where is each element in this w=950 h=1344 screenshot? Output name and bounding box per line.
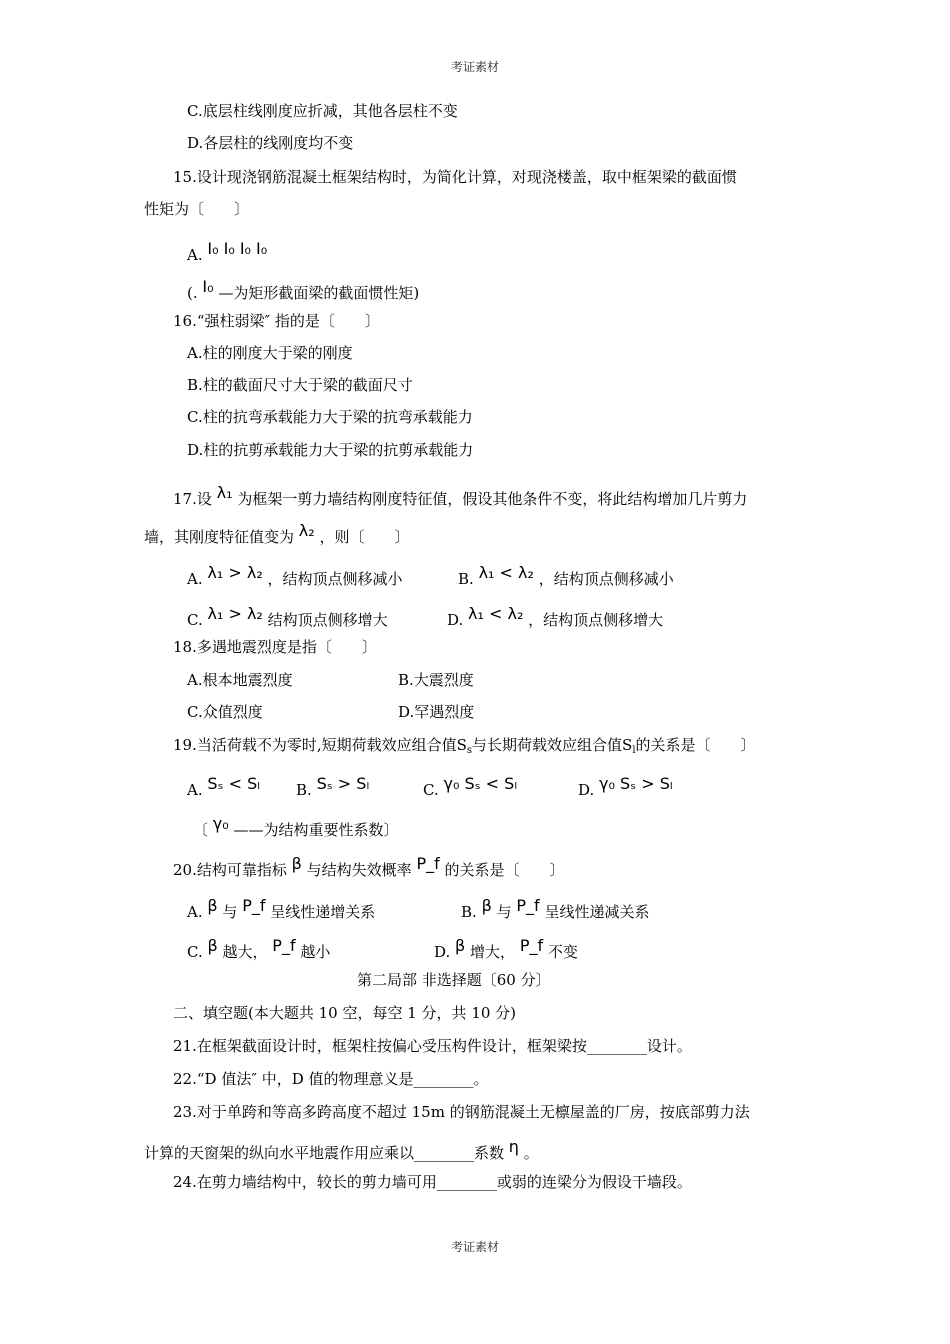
formula: P_f: [242, 896, 266, 915]
question-21: 21.在框架截面设计时，框架柱按偏心受压构件设计，框架梁按________设计。: [173, 1037, 692, 1055]
question-15-cont: 性矩为〔 〕: [144, 200, 250, 218]
option-label: A.: [187, 246, 203, 264]
formula: γ₀ Sₛ < Sₗ: [443, 774, 517, 793]
question-18: 18.多遇地震烈度是指〔 〕: [173, 638, 377, 656]
formula: I₀: [202, 277, 214, 296]
q19-option-a: A. Sₛ < Sₗ: [187, 774, 260, 799]
option-d-line: D.各层柱的线刚度均不变: [187, 134, 354, 152]
formula: β: [291, 854, 302, 873]
formula: P_f: [416, 854, 440, 873]
q18-option-a: A.根本地震烈度: [187, 671, 293, 689]
page-footer: 考证素材: [450, 1240, 499, 1254]
q17-option-c: C. λ₁ > λ₂ 结构顶点侧移增大: [187, 604, 388, 629]
formula: γ₀ Sₛ > Sₗ: [599, 774, 673, 793]
q17-option-b: B. λ₁ < λ₂ ，结构顶点侧移减小: [458, 563, 674, 588]
q19-option-c: C. γ₀ Sₛ < Sₗ: [423, 774, 517, 799]
formula: λ₁ < λ₂: [478, 563, 534, 582]
q19-note: 〔 γ₀ ——为结构重要性系数〕: [193, 814, 399, 839]
option-c-line: C.底层柱线刚度应折减，其他各层柱不变: [187, 102, 458, 120]
formula: λ₁ > λ₂: [207, 604, 263, 623]
formula: λ₁ < λ₂: [468, 604, 524, 623]
formula: β: [455, 936, 466, 955]
q16-option-d: D.柱的抗剪承载能力大于梁的抗剪承载能力: [187, 441, 474, 459]
section-title: 第二局部 非选择题〔60 分〕: [357, 971, 551, 989]
page-header: 考证素材: [450, 60, 499, 74]
q19-option-d: D. γ₀ Sₛ > Sₗ: [578, 774, 673, 799]
q16-option-b: B.柱的截面尺寸大于梁的截面尺寸: [187, 376, 413, 394]
formula: P_f: [272, 936, 296, 955]
formula: β: [481, 896, 492, 915]
q20-option-b: B. β 与 P_f 呈线性递减关系: [461, 896, 650, 921]
question-19: 19.当活荷载不为零时,短期荷载效应组合值$S_s$与长期荷载效应组合值$S_l$的关系是〔 〕: [173, 736, 756, 756]
question-22: 22.“D 值法″ 中，D 值的物理意义是________。: [173, 1070, 489, 1088]
formula: Sₛ < Sₗ: [207, 774, 260, 793]
question-24: 24.在剪力墙结构中，较长的剪力墙可用________或弱的连梁分为假设干墙段。: [173, 1173, 692, 1191]
question-20: 20.结构可靠指标 β 与结构失效概率 P_f 的关系是〔 〕: [173, 854, 565, 879]
q18-option-d: D.罕遇烈度: [398, 703, 475, 721]
q20-option-d: D. β 增大， P_f 不变: [434, 936, 578, 961]
formula: P_f: [519, 936, 544, 955]
q16-option-a: A.柱的刚度大于梁的刚度: [187, 344, 353, 362]
formula: λ₂: [298, 521, 315, 540]
formula: η: [508, 1137, 519, 1156]
q16-option-c: C.柱的抗弯承载能力大于梁的抗弯承载能力: [187, 408, 473, 426]
formula: λ₁ > λ₂: [207, 563, 263, 582]
formula: P_f: [516, 896, 540, 915]
q17-option-d: D. λ₁ < λ₂ ，结构顶点侧移增大: [447, 604, 664, 629]
question-15: 15.设计现浇钢筋混凝土框架结构时，为简化计算，对现浇楼盖，取中框架梁的截面惯: [173, 168, 737, 186]
formula: λ₁: [216, 483, 233, 502]
formula: Sₛ > Sₗ: [316, 774, 370, 793]
question-17-cont: 墙，其刚度特征值变为 λ₂ ，则〔 〕: [144, 521, 410, 546]
question-17: 17.设 λ₁ 为框架一剪力墙结构刚度特征值，假设其他条件不变，将此结构增加几片剪力: [173, 483, 748, 508]
q20-option-c: C. β 越大， P_f 越小: [187, 936, 331, 961]
q15-option-a: [187, 238, 267, 266]
question-16: 16.“强柱弱梁″ 指的是〔 〕: [173, 312, 380, 330]
q17-option-a: A. λ₁ > λ₂ ，结构顶点侧移减小: [187, 563, 403, 588]
formula: γ₀: [212, 814, 229, 833]
q19-option-b: B. Sₛ > Sₗ: [296, 774, 370, 799]
fill-in-heading: 二、填空题(本大题共 10 空，每空 1 分，共 10 分): [173, 1004, 517, 1022]
q20-option-a: A. β 与 P_f 呈线性递增关系: [187, 896, 376, 921]
formula: β: [207, 896, 218, 915]
q18-option-c: C.众值烈度: [187, 703, 263, 721]
question-23-cont: 计算的天窗架的纵向水平地震作用应乘以________系数 η 。: [144, 1137, 539, 1162]
formula: β: [207, 936, 218, 955]
formula: I₀ I₀ I₀ I₀: [207, 239, 268, 258]
question-23: 23.对于单跨和等高多跨高度不超过 15m 的钢筋混凝土无檩屋盖的厂房，按底部剪力法: [173, 1103, 750, 1121]
q15-note: (. I₀ —为矩形截面梁的截面惯性矩): [187, 277, 420, 302]
q18-option-b: B.大震烈度: [398, 671, 474, 689]
